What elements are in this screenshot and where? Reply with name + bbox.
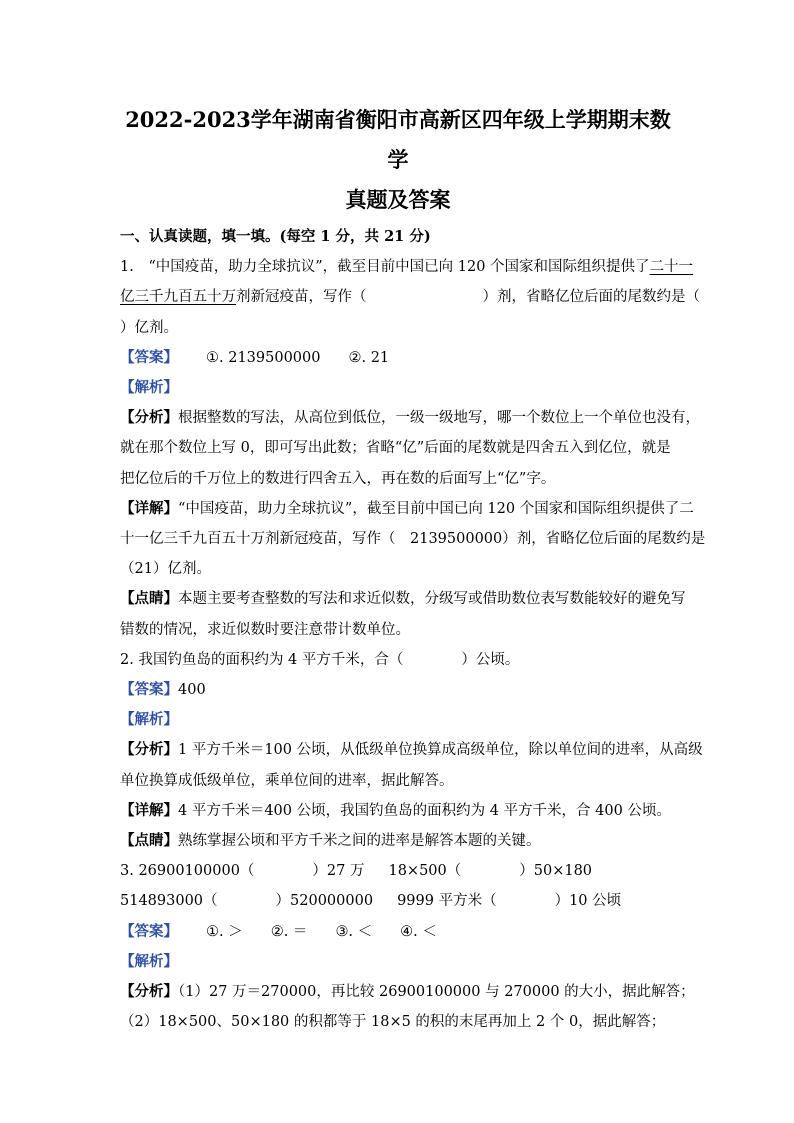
q1-line-2: [120, 282, 700, 312]
document-title-line1: 2022-2023学年湖南省衡阳市高新区四年级上学期期末数学: [125, 107, 671, 172]
section-heading: 一、认真读题，填一填。(每空 1 分，共 21 分): [120, 228, 431, 245]
q1-fenxi-text-1: 根据整数的写法，从高位到低位，一级一级地写，哪一个数位上一个单位也没有，: [178, 410, 700, 427]
q2-fenxi-text-1: 1 平方千米＝100 公顷，从低级单位换算成高级单位，除以单位间的进率，从高级: [178, 742, 703, 759]
q1-xiangjie-text-1: “中国疫苗，助力全球抗议”，截至目前中国已向 120 个国家和国际组织提供了二: [178, 500, 694, 517]
q3-item-1: 3. 26900100000（ ）27 万: [120, 863, 365, 880]
q1-dianjing-text-1: 本题主要考查整数的写法和求近似数，分级写或借助数位表写数能较好的避免写: [178, 591, 686, 608]
q1-fenxi-2: 就在那个数位上写 0，即可写出此数；省略“亿”后面的尾数就是四舍五入到亿位，就是: [120, 440, 671, 457]
q3-jiexi-tag: 【解析】: [120, 952, 178, 970]
dianjing-tag: 【点睛】: [120, 590, 178, 608]
q3-fenxi-text-1: （1）27 万＝270000，再比较 26900100000 与 270000 的大小，据此解答；: [178, 984, 695, 1001]
q1-line-3: ）亿剂。: [120, 319, 178, 336]
q2-xiangjie-text: 4 平方千米＝400 公顷，我国钓鱼岛的面积约为 4 平方千米，合 400 公顷。: [178, 802, 671, 819]
q2-answer-value: 400: [178, 682, 206, 699]
q2-dianjing: [120, 826, 676, 856]
q3-item-2: 18×500（ ）50×180: [388, 863, 593, 880]
document-page: [120, 100, 706, 1037]
q3-answer-3: ③. ＜: [335, 923, 373, 940]
q3-answer-2: ②. ＝: [270, 923, 308, 940]
document-title-line2: 真题及答案: [345, 187, 451, 212]
xiangjie-tag: 【详解】: [120, 801, 178, 819]
dianjing-tag: 【点睛】: [120, 832, 178, 850]
q3-answer: [120, 917, 676, 947]
q2-fenxi-1: [120, 735, 703, 765]
q2-answer: [120, 675, 676, 705]
q3-row-2: [120, 886, 676, 916]
q1-underlined-number-cont: 亿三千九百五十万: [120, 289, 236, 306]
q1-xiangjie-2: 十一亿三千九百五十万剂新冠疫苗，写作（ 2139500000）剂，省略亿位后面的尾数约是: [120, 531, 706, 548]
q1-answer-2: ②. 21: [348, 349, 390, 366]
q1-dianjing-1: [120, 584, 686, 614]
q1-jiexi-tag: 【解析】: [120, 379, 178, 397]
q3-item-3: 514893000（ ）520000000: [120, 893, 374, 910]
q1-fenxi-3: 把亿位后的千万位上的数进行四舍五入，再在数的后面写上“亿”字。: [120, 470, 556, 487]
answer-tag: 【答案】: [120, 922, 178, 940]
fenxi-tag: 【分析】: [120, 983, 178, 1001]
q2-xiangjie: [120, 796, 676, 826]
fenxi-tag: 【分析】: [120, 741, 178, 759]
q1-fenxi-1: [120, 403, 700, 433]
q1-answer-1: ①. 2139500000: [206, 349, 321, 366]
q2-dianjing-text: 熟练掌握公顷和平方千米之间的进率是解答本题的关键。: [178, 833, 541, 850]
q1-answer: [120, 343, 676, 373]
q1-dianjing-2: 错数的情况，求近似数时要注意带计数单位。: [120, 621, 410, 638]
q1-xiangjie-3: （21）亿剂。: [120, 561, 211, 578]
xiangjie-tag: 【详解】: [120, 499, 178, 517]
q1-text: 1. “中国疫苗，助力全球抗议”，截至目前中国已向 120 个国家和国际组织提供了: [120, 259, 650, 276]
q1-text-cont: 剂新冠疫苗，写作（ ）剂，省略亿位后面的尾数约是（: [236, 289, 700, 306]
q3-fenxi-2: （2）18×500、50×180 的积都等于 18×5 的积的末尾再加上 2 个 0，据此解答；: [120, 1014, 666, 1031]
q3-row-1: [120, 856, 676, 886]
q2-jiexi-tag: 【解析】: [120, 711, 178, 729]
q3-fenxi-1: [120, 977, 695, 1007]
answer-tag: 【答案】: [120, 348, 178, 366]
q1-xiangjie-1: [120, 494, 694, 524]
q2-text: 2. 我国钓鱼岛的面积约为 4 平方千米，合（ ）公顷。: [120, 651, 520, 668]
q3-item-4: 9999 平方米（ ）10 公顷: [397, 893, 622, 910]
fenxi-tag: 【分析】: [120, 409, 178, 427]
q3-answer-1: ①. ＞: [206, 923, 243, 940]
q1-underlined-number: 二十一: [649, 259, 694, 276]
q3-answer-4: ④. ＜: [400, 923, 437, 940]
q2-fenxi-2: 单位换算成低级单位，乘单位间的进率，据此解答。: [120, 772, 454, 789]
q1-line-1: [120, 252, 694, 282]
answer-tag: 【答案】: [120, 681, 178, 699]
